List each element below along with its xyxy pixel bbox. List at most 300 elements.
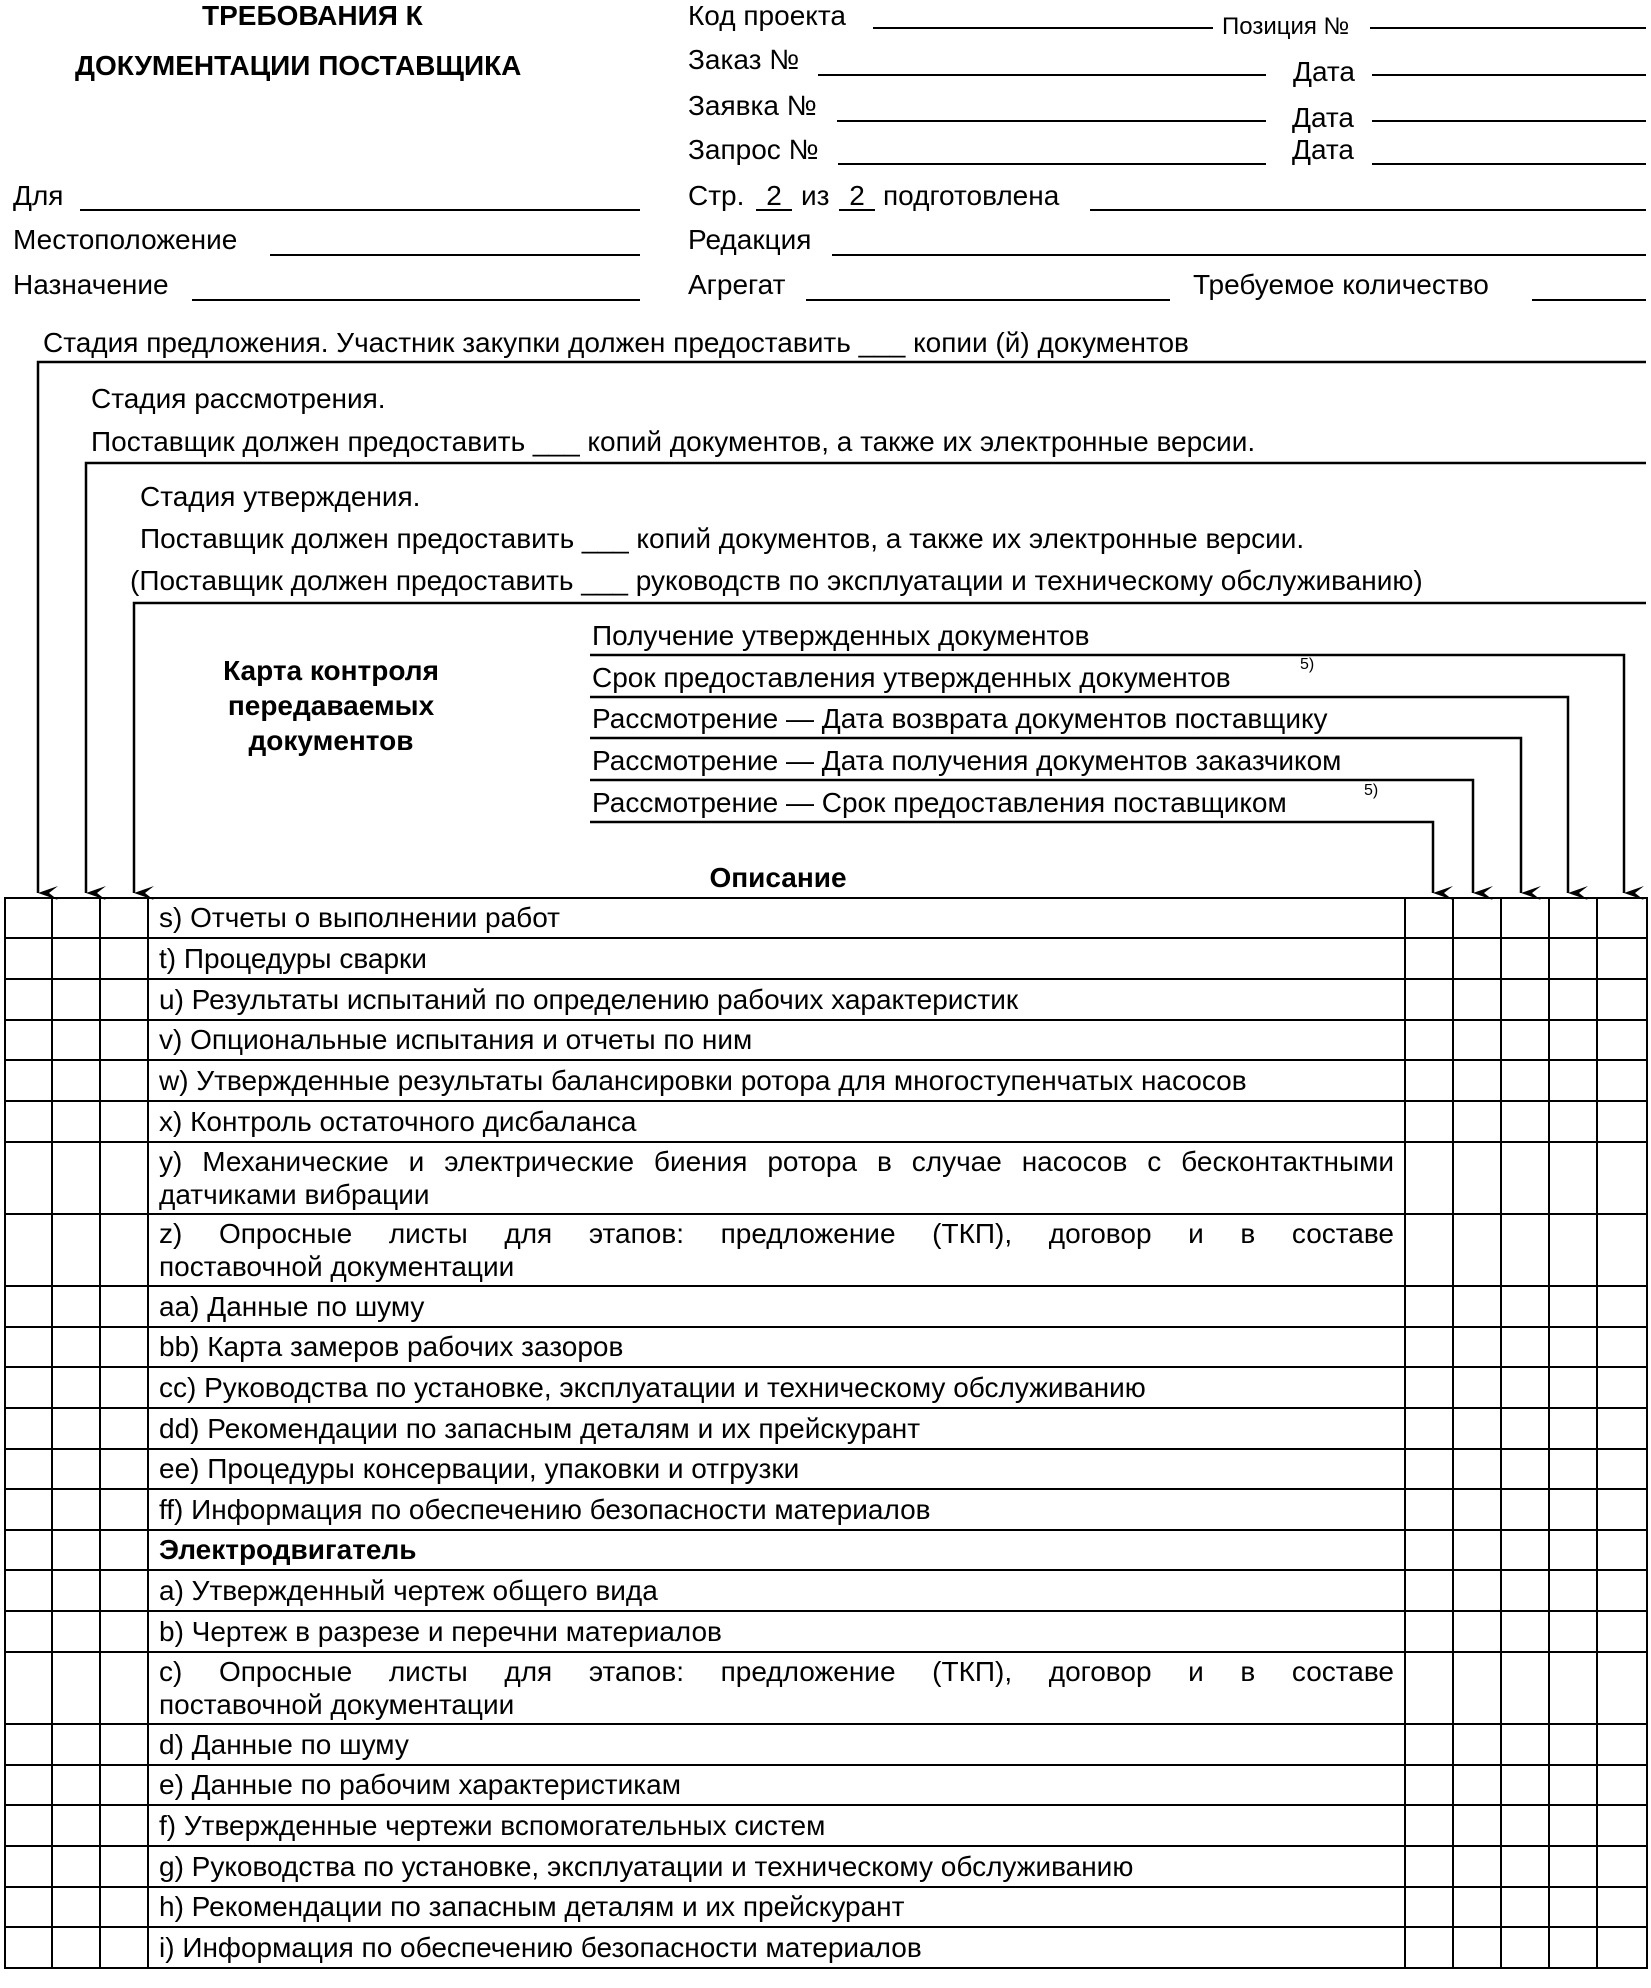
table-row <box>5 898 1647 938</box>
review-bracket <box>86 463 1646 893</box>
control-mark-cell[interactable] <box>1549 1570 1597 1611</box>
description-header: Описание <box>709 862 847 893</box>
control-mark-cell[interactable] <box>1453 1927 1501 1968</box>
description-cell <box>148 1489 1405 1530</box>
description-line: v) Опциональные испытания и отчеты по ним <box>159 1024 753 1055</box>
stage-mark-cell[interactable] <box>5 1408 52 1449</box>
control-mark-cell[interactable] <box>1453 938 1501 979</box>
control-mark-cell[interactable] <box>1597 1367 1647 1408</box>
control-mark-cell[interactable] <box>1405 1489 1453 1530</box>
control-map-item-2: Срок предоставления утвержденных документов <box>592 662 1231 693</box>
control-mark-cell[interactable] <box>1597 1724 1647 1765</box>
control-mark-cell[interactable] <box>1501 1449 1549 1489</box>
description-cell <box>148 1805 1405 1846</box>
control-mark-cell[interactable] <box>1453 1805 1501 1846</box>
table-row <box>5 1449 1647 1489</box>
control-mark-cell[interactable] <box>1501 1765 1549 1805</box>
stage-mark-cell[interactable] <box>52 1805 100 1846</box>
control-mark-cell[interactable] <box>1405 1652 1453 1724</box>
control-mark-cell[interactable] <box>1501 1611 1549 1652</box>
control-mark-cell[interactable] <box>1453 1570 1501 1611</box>
control-mark-cell[interactable] <box>1549 1327 1597 1367</box>
description-line: x) Контроль остаточного дисбаланса <box>159 1105 637 1137</box>
page-label: Стр. <box>688 180 745 211</box>
control-mark-cell[interactable] <box>1549 938 1597 979</box>
quantity-label: Требуемое количество <box>1193 269 1489 300</box>
control-mark-cell[interactable] <box>1549 1724 1597 1765</box>
control-mark-cell[interactable] <box>1453 1101 1501 1142</box>
control-mark-cell[interactable] <box>1549 1214 1597 1286</box>
description-cell <box>148 1652 1405 1724</box>
description-cell <box>148 1724 1405 1765</box>
table-row <box>5 1327 1647 1367</box>
control-mark-cell[interactable] <box>1405 1846 1453 1887</box>
control-mark-cell[interactable] <box>1501 1805 1549 1846</box>
control-mark-cell[interactable] <box>1405 979 1453 1020</box>
control-mark-cell[interactable] <box>1501 1060 1549 1101</box>
description-line: Электродвигатель <box>159 1534 417 1565</box>
stage-mark-cell[interactable] <box>52 1489 100 1530</box>
stage-mark-cell[interactable] <box>100 1805 148 1846</box>
control-mark-cell[interactable] <box>1501 938 1549 979</box>
page-of-label: из <box>801 180 830 211</box>
table-row <box>5 1367 1647 1408</box>
control-mark-cell[interactable] <box>1405 1887 1453 1927</box>
control-mark-cell[interactable] <box>1405 1805 1453 1846</box>
table-row <box>5 1611 1647 1652</box>
stage-mark-cell[interactable] <box>100 1060 148 1101</box>
control-mark-cell[interactable] <box>1597 1327 1647 1367</box>
control-mark-cell[interactable] <box>1453 1449 1501 1489</box>
control-mark-cell[interactable] <box>1405 1327 1453 1367</box>
for-label: Для <box>13 180 64 211</box>
section-heading-cell <box>148 1530 1405 1570</box>
control-mark-cell[interactable] <box>1549 1887 1597 1927</box>
control-mark-cell[interactable] <box>1549 1489 1597 1530</box>
control-mark-cell[interactable] <box>1549 1530 1597 1570</box>
control-mark-cell[interactable] <box>1453 1214 1501 1286</box>
stage-mark-cell[interactable] <box>5 979 52 1020</box>
control-mark-cell[interactable] <box>1501 1724 1549 1765</box>
description-line: c) Опросные листы для этапов: предложение (ТКП), договор и в составе <box>159 1656 1394 1687</box>
description-line: d) Данные по шуму <box>159 1728 409 1760</box>
control-mark-cell[interactable] <box>1405 898 1453 938</box>
stage-mark-cell[interactable] <box>52 1286 100 1327</box>
stage-mark-cell[interactable] <box>52 1408 100 1449</box>
stage-mark-cell[interactable] <box>100 1530 148 1570</box>
stage-mark-cell[interactable] <box>52 1611 100 1652</box>
control-mark-cell[interactable] <box>1549 898 1597 938</box>
stage-mark-cell[interactable] <box>52 1927 100 1968</box>
control-map-item-1: Получение утвержденных документов <box>592 620 1090 651</box>
unit-label: Агрегат <box>688 269 786 300</box>
stage-mark-cell[interactable] <box>100 938 148 979</box>
description-cell <box>148 1570 1405 1611</box>
control-mark-cell[interactable] <box>1549 979 1597 1020</box>
stage-mark-cell[interactable] <box>100 1142 148 1214</box>
control-mark-cell[interactable] <box>1405 1286 1453 1327</box>
control-mark-cell[interactable] <box>1501 1927 1549 1968</box>
control-mark-cell[interactable] <box>1405 1927 1453 1968</box>
stage-mark-cell[interactable] <box>5 1142 52 1214</box>
description-cell <box>148 938 1405 979</box>
table-row <box>5 1489 1647 1530</box>
control-map-item-5: Рассмотрение — Срок предоставления поставщиком <box>592 787 1287 818</box>
description-line: a) Утвержденный чертеж общего вида <box>159 1574 658 1606</box>
control-mark-cell[interactable] <box>1597 1530 1647 1570</box>
control-mark-cell[interactable] <box>1501 1846 1549 1887</box>
description-line: датчиками вибрации <box>159 1179 430 1210</box>
control-mark-cell[interactable] <box>1597 1846 1647 1887</box>
description-cell <box>148 1887 1405 1927</box>
control-mark-cell[interactable] <box>1597 1286 1647 1327</box>
table-row <box>5 938 1647 979</box>
stage-mark-cell[interactable] <box>52 1367 100 1408</box>
control-mark-cell[interactable] <box>1453 1887 1501 1927</box>
stage-mark-cell[interactable] <box>52 1020 100 1060</box>
description-line: w) Утвержденные результаты балансировки ротора для многоступенчатых насосов <box>159 1064 1247 1096</box>
table-section-heading-row <box>5 1530 1647 1570</box>
stage-mark-cell[interactable] <box>100 1286 148 1327</box>
stage-mark-cell[interactable] <box>5 1570 52 1611</box>
table-row <box>5 1020 1647 1060</box>
stage-mark-cell[interactable] <box>52 1724 100 1765</box>
description-line: f) Утвержденные чертежи вспомогательных систем <box>159 1809 826 1841</box>
stage-mark-cell[interactable] <box>5 1724 52 1765</box>
control-mark-cell[interactable] <box>1597 1101 1647 1142</box>
control-mark-cell[interactable] <box>1453 1611 1501 1652</box>
form-title-line2: ДОКУМЕНТАЦИИ ПОСТАВЩИКА <box>75 50 522 81</box>
control-mark-cell[interactable] <box>1453 1142 1501 1214</box>
form-title-line1: ТРЕБОВАНИЯ К <box>202 0 423 31</box>
table-row <box>5 1214 1647 1286</box>
location-label: Местоположение <box>13 224 238 255</box>
control-mark-cell[interactable] <box>1501 1214 1549 1286</box>
control-mark-cell[interactable] <box>1501 1887 1549 1927</box>
stage-mark-cell[interactable] <box>100 979 148 1020</box>
inquiry-label: Запрос № <box>688 134 819 165</box>
stage-mark-cell[interactable] <box>5 1805 52 1846</box>
control-mark-cell[interactable] <box>1453 1652 1501 1724</box>
description-cell <box>148 1611 1405 1652</box>
control-mark-cell[interactable] <box>1549 1101 1597 1142</box>
control-mark-cell[interactable] <box>1405 1060 1453 1101</box>
approval-bracket <box>134 603 1646 893</box>
stage-mark-cell[interactable] <box>52 1530 100 1570</box>
control-mark-cell[interactable] <box>1597 938 1647 979</box>
stage-mark-cell[interactable] <box>100 1846 148 1887</box>
control-mark-cell[interactable] <box>1405 1367 1453 1408</box>
table-row <box>5 1724 1647 1765</box>
description-line: i) Информация по обеспечению безопасности материалов <box>159 1931 922 1963</box>
control-mark-cell[interactable] <box>1405 1570 1453 1611</box>
control-mark-cell[interactable] <box>1501 1408 1549 1449</box>
description-line: cc) Руководства по установке, эксплуатации и техническому обслуживанию <box>159 1371 1146 1403</box>
stage-mark-cell[interactable] <box>5 1327 52 1367</box>
stage-mark-cell[interactable] <box>52 1570 100 1611</box>
control-mark-cell[interactable] <box>1501 1142 1549 1214</box>
stage-mark-cell[interactable] <box>52 1142 100 1214</box>
description-line: s) Отчеты о выполнении работ <box>159 902 560 933</box>
stage-mark-cell[interactable] <box>100 1214 148 1286</box>
stage-mark-cell[interactable] <box>5 1927 52 1968</box>
stage-mark-cell[interactable] <box>52 979 100 1020</box>
stage-mark-cell[interactable] <box>100 1652 148 1724</box>
control-mark-cell[interactable] <box>1501 1327 1549 1367</box>
table-row <box>5 979 1647 1020</box>
stage-mark-cell[interactable] <box>52 1327 100 1367</box>
description-line: поставочной документации <box>159 1251 515 1282</box>
control-mark-cell[interactable] <box>1453 1060 1501 1101</box>
description-cell <box>148 1214 1405 1286</box>
control-mark-cell[interactable] <box>1405 1214 1453 1286</box>
description-cell <box>148 1327 1405 1367</box>
control-mark-cell[interactable] <box>1405 1020 1453 1060</box>
stage-mark-cell[interactable] <box>100 1765 148 1805</box>
approval-stage-manuals: (Поставщик должен предоставить ___ руководств по эксплуатации и техническому обслуживанию) <box>130 565 1423 596</box>
table-row <box>5 1927 1647 1968</box>
stage-mark-cell[interactable] <box>100 1887 148 1927</box>
table-row <box>5 1652 1647 1724</box>
stage-mark-cell[interactable] <box>52 1449 100 1489</box>
control-bracket-1 <box>590 655 1624 893</box>
description-cell <box>148 979 1405 1020</box>
control-map-title-2: передаваемых <box>227 690 435 721</box>
stage-mark-cell[interactable] <box>100 1611 148 1652</box>
stage-mark-cell[interactable] <box>5 1530 52 1570</box>
table-row <box>5 1101 1647 1142</box>
control-mark-cell[interactable] <box>1405 938 1453 979</box>
stage-mark-cell[interactable] <box>100 1570 148 1611</box>
stage-mark-cell[interactable] <box>5 1652 52 1724</box>
control-mark-cell[interactable] <box>1405 1408 1453 1449</box>
stage-mark-cell[interactable] <box>100 1101 148 1142</box>
stage-mark-cell[interactable] <box>52 1846 100 1887</box>
control-mark-cell[interactable] <box>1405 1449 1453 1489</box>
control-mark-cell[interactable] <box>1501 1652 1549 1724</box>
description-cell <box>148 1286 1405 1327</box>
table-row <box>5 1765 1647 1805</box>
control-mark-cell[interactable] <box>1405 1142 1453 1214</box>
control-mark-cell[interactable] <box>1549 1286 1597 1327</box>
proposal-bracket <box>38 362 1646 893</box>
documents-table-body <box>5 897 1647 1968</box>
control-mark-cell[interactable] <box>1405 1530 1453 1570</box>
control-mark-cell[interactable] <box>1453 1765 1501 1805</box>
control-mark-cell[interactable] <box>1453 1020 1501 1060</box>
control-mark-cell[interactable] <box>1549 1142 1597 1214</box>
description-line: g) Руководства по установке, эксплуатации и техническому обслуживанию <box>159 1850 1134 1882</box>
control-mark-cell[interactable] <box>1597 1060 1647 1101</box>
stage-mark-cell[interactable] <box>5 1101 52 1142</box>
control-mark-cell[interactable] <box>1597 1020 1647 1060</box>
purpose-label: Назначение <box>13 269 169 300</box>
stage-mark-cell[interactable] <box>5 1214 52 1286</box>
control-mark-cell[interactable] <box>1597 1142 1647 1214</box>
control-mark-cell[interactable] <box>1597 1887 1647 1927</box>
control-mark-cell[interactable] <box>1597 1214 1647 1286</box>
request-label: Заявка № <box>688 90 817 121</box>
control-mark-cell[interactable] <box>1549 1846 1597 1887</box>
description-line: bb) Карта замеров рабочих зазоров <box>159 1331 624 1362</box>
control-mark-cell[interactable] <box>1549 1611 1597 1652</box>
description-cell <box>148 1020 1405 1060</box>
description-line: поставочной документации <box>159 1689 515 1720</box>
control-mark-cell[interactable] <box>1549 1020 1597 1060</box>
table-row <box>5 1846 1647 1887</box>
stage-mark-cell[interactable] <box>5 1765 52 1805</box>
proposal-stage-text: Стадия предложения. Участник закупки должен предоставить ___ копии (й) документов <box>43 327 1189 358</box>
control-mark-cell[interactable] <box>1597 1652 1647 1724</box>
stage-mark-cell[interactable] <box>52 1214 100 1286</box>
revision-label: Редакция <box>688 224 812 255</box>
control-map-title-3: документов <box>248 725 414 756</box>
control-mark-cell[interactable] <box>1597 1408 1647 1449</box>
control-mark-cell[interactable] <box>1453 1286 1501 1327</box>
stage-mark-cell[interactable] <box>5 1611 52 1652</box>
stage-mark-cell[interactable] <box>100 1020 148 1060</box>
control-mark-cell[interactable] <box>1549 1367 1597 1408</box>
stage-mark-cell[interactable] <box>52 1101 100 1142</box>
stage-mark-cell[interactable] <box>5 1846 52 1887</box>
control-mark-cell[interactable] <box>1597 1927 1647 1968</box>
description-cell <box>148 1060 1405 1101</box>
control-mark-cell[interactable] <box>1597 1449 1647 1489</box>
description-line: h) Рекомендации по запасным деталям и их прейскурант <box>159 1891 905 1922</box>
approval-stage-title: Стадия утверждения. <box>140 481 421 512</box>
stage-mark-cell[interactable] <box>5 1286 52 1327</box>
description-line: y) Механические и электрические биения ротора в случае насосов с бесконтактными <box>159 1146 1394 1177</box>
stage-mark-cell[interactable] <box>52 1060 100 1101</box>
control-mark-cell[interactable] <box>1501 979 1549 1020</box>
description-cell <box>148 1449 1405 1489</box>
control-mark-cell[interactable] <box>1501 1286 1549 1327</box>
control-mark-cell[interactable] <box>1549 1765 1597 1805</box>
control-mark-cell[interactable] <box>1501 1020 1549 1060</box>
description-cell <box>148 1367 1405 1408</box>
stage-mark-cell[interactable] <box>100 1327 148 1367</box>
control-mark-cell[interactable] <box>1453 1408 1501 1449</box>
control-mark-cell[interactable] <box>1405 1724 1453 1765</box>
table-row <box>5 1286 1647 1327</box>
table-row <box>5 1805 1647 1846</box>
control-mark-cell[interactable] <box>1405 1765 1453 1805</box>
review-stage-title: Стадия рассмотрения. <box>91 383 386 414</box>
control-mark-cell[interactable] <box>1549 1060 1597 1101</box>
page-total: 2 <box>849 180 865 211</box>
stage-mark-cell[interactable] <box>100 898 148 938</box>
stage-mark-cell[interactable] <box>52 1652 100 1724</box>
control-mark-cell[interactable] <box>1597 1805 1647 1846</box>
control-mark-cell[interactable] <box>1453 898 1501 938</box>
table-row <box>5 1570 1647 1611</box>
control-mark-cell[interactable] <box>1501 1367 1549 1408</box>
control-map-footnote-1: 5) <box>1300 656 1315 673</box>
control-mark-cell[interactable] <box>1597 1489 1647 1530</box>
stage-mark-cell[interactable] <box>5 1020 52 1060</box>
control-mark-cell[interactable] <box>1453 1489 1501 1530</box>
control-mark-cell[interactable] <box>1549 1408 1597 1449</box>
stage-mark-cell[interactable] <box>52 1887 100 1927</box>
stage-mark-cell[interactable] <box>52 898 100 938</box>
control-mark-cell[interactable] <box>1597 1570 1647 1611</box>
control-mark-cell[interactable] <box>1549 1805 1597 1846</box>
order-date-label: Дата <box>1293 56 1356 87</box>
control-mark-cell[interactable] <box>1501 1530 1549 1570</box>
inquiry-date-label: Дата <box>1292 134 1355 165</box>
stage-mark-cell[interactable] <box>100 1724 148 1765</box>
control-mark-cell[interactable] <box>1453 1724 1501 1765</box>
description-line: b) Чертеж в разрезе и перечни материалов <box>159 1615 722 1647</box>
stage-mark-cell[interactable] <box>100 1449 148 1489</box>
control-mark-cell[interactable] <box>1405 1101 1453 1142</box>
description-line: u) Результаты испытаний по определению рабочих характеристик <box>159 983 1019 1015</box>
stage-mark-cell[interactable] <box>5 1449 52 1489</box>
stage-mark-cell[interactable] <box>52 1765 100 1805</box>
control-mark-cell[interactable] <box>1453 1327 1501 1367</box>
project-code-label: Код проекта <box>688 0 846 31</box>
stage-mark-cell[interactable] <box>5 1060 52 1101</box>
control-mark-cell[interactable] <box>1549 1927 1597 1968</box>
control-mark-cell[interactable] <box>1453 1530 1501 1570</box>
control-mark-cell[interactable] <box>1549 1652 1597 1724</box>
control-mark-cell[interactable] <box>1501 1101 1549 1142</box>
control-mark-cell[interactable] <box>1405 1611 1453 1652</box>
control-mark-cell[interactable] <box>1501 1570 1549 1611</box>
request-date-label: Дата <box>1292 102 1355 133</box>
stage-mark-cell[interactable] <box>100 1489 148 1530</box>
description-cell <box>148 1927 1405 1968</box>
page-current: 2 <box>766 180 782 211</box>
stage-mark-cell[interactable] <box>5 938 52 979</box>
description-line: ee) Процедуры консервации, упаковки и отгрузки <box>159 1453 800 1484</box>
control-mark-cell[interactable] <box>1501 898 1549 938</box>
stage-mark-cell[interactable] <box>100 1367 148 1408</box>
stage-mark-cell[interactable] <box>5 1367 52 1408</box>
description-cell <box>148 1408 1405 1449</box>
stage-mark-cell[interactable] <box>100 1927 148 1968</box>
control-mark-cell[interactable] <box>1501 1489 1549 1530</box>
description-cell <box>148 1846 1405 1887</box>
table-row <box>5 1060 1647 1101</box>
control-mark-cell[interactable] <box>1453 1367 1501 1408</box>
control-mark-cell[interactable] <box>1597 898 1647 938</box>
description-cell <box>148 1101 1405 1142</box>
stage-mark-cell[interactable] <box>5 1489 52 1530</box>
documents-table <box>4 897 1648 1969</box>
control-mark-cell[interactable] <box>1549 1449 1597 1489</box>
control-mark-cell[interactable] <box>1597 979 1647 1020</box>
prepared-label: подготовлена <box>883 180 1060 211</box>
position-label: Позиция № <box>1222 13 1350 40</box>
review-stage-text: Поставщик должен предоставить ___ копий документов, а также их электронные версии. <box>91 426 1256 457</box>
order-label: Заказ № <box>688 44 800 75</box>
control-mark-cell[interactable] <box>1597 1765 1647 1805</box>
description-line: dd) Рекомендации по запасным деталям и их прейскурант <box>159 1412 921 1444</box>
description-cell <box>148 898 1405 938</box>
stage-mark-cell[interactable] <box>5 898 52 938</box>
stage-mark-cell[interactable] <box>100 1408 148 1449</box>
approval-stage-text: Поставщик должен предоставить ___ копий документов, а также их электронные версии. <box>140 523 1305 554</box>
control-mark-cell[interactable] <box>1453 979 1501 1020</box>
control-mark-cell[interactable] <box>1597 1611 1647 1652</box>
stage-mark-cell[interactable] <box>5 1887 52 1927</box>
stage-mark-cell[interactable] <box>52 938 100 979</box>
control-map-item-3: Рассмотрение — Дата возврата документов поставщику <box>592 703 1328 734</box>
description-line: z) Опросные листы для этапов: предложение (ТКП), договор и в составе <box>159 1218 1394 1249</box>
description-line: ff) Информация по обеспечению безопасности материалов <box>159 1493 931 1525</box>
control-mark-cell[interactable] <box>1453 1846 1501 1887</box>
